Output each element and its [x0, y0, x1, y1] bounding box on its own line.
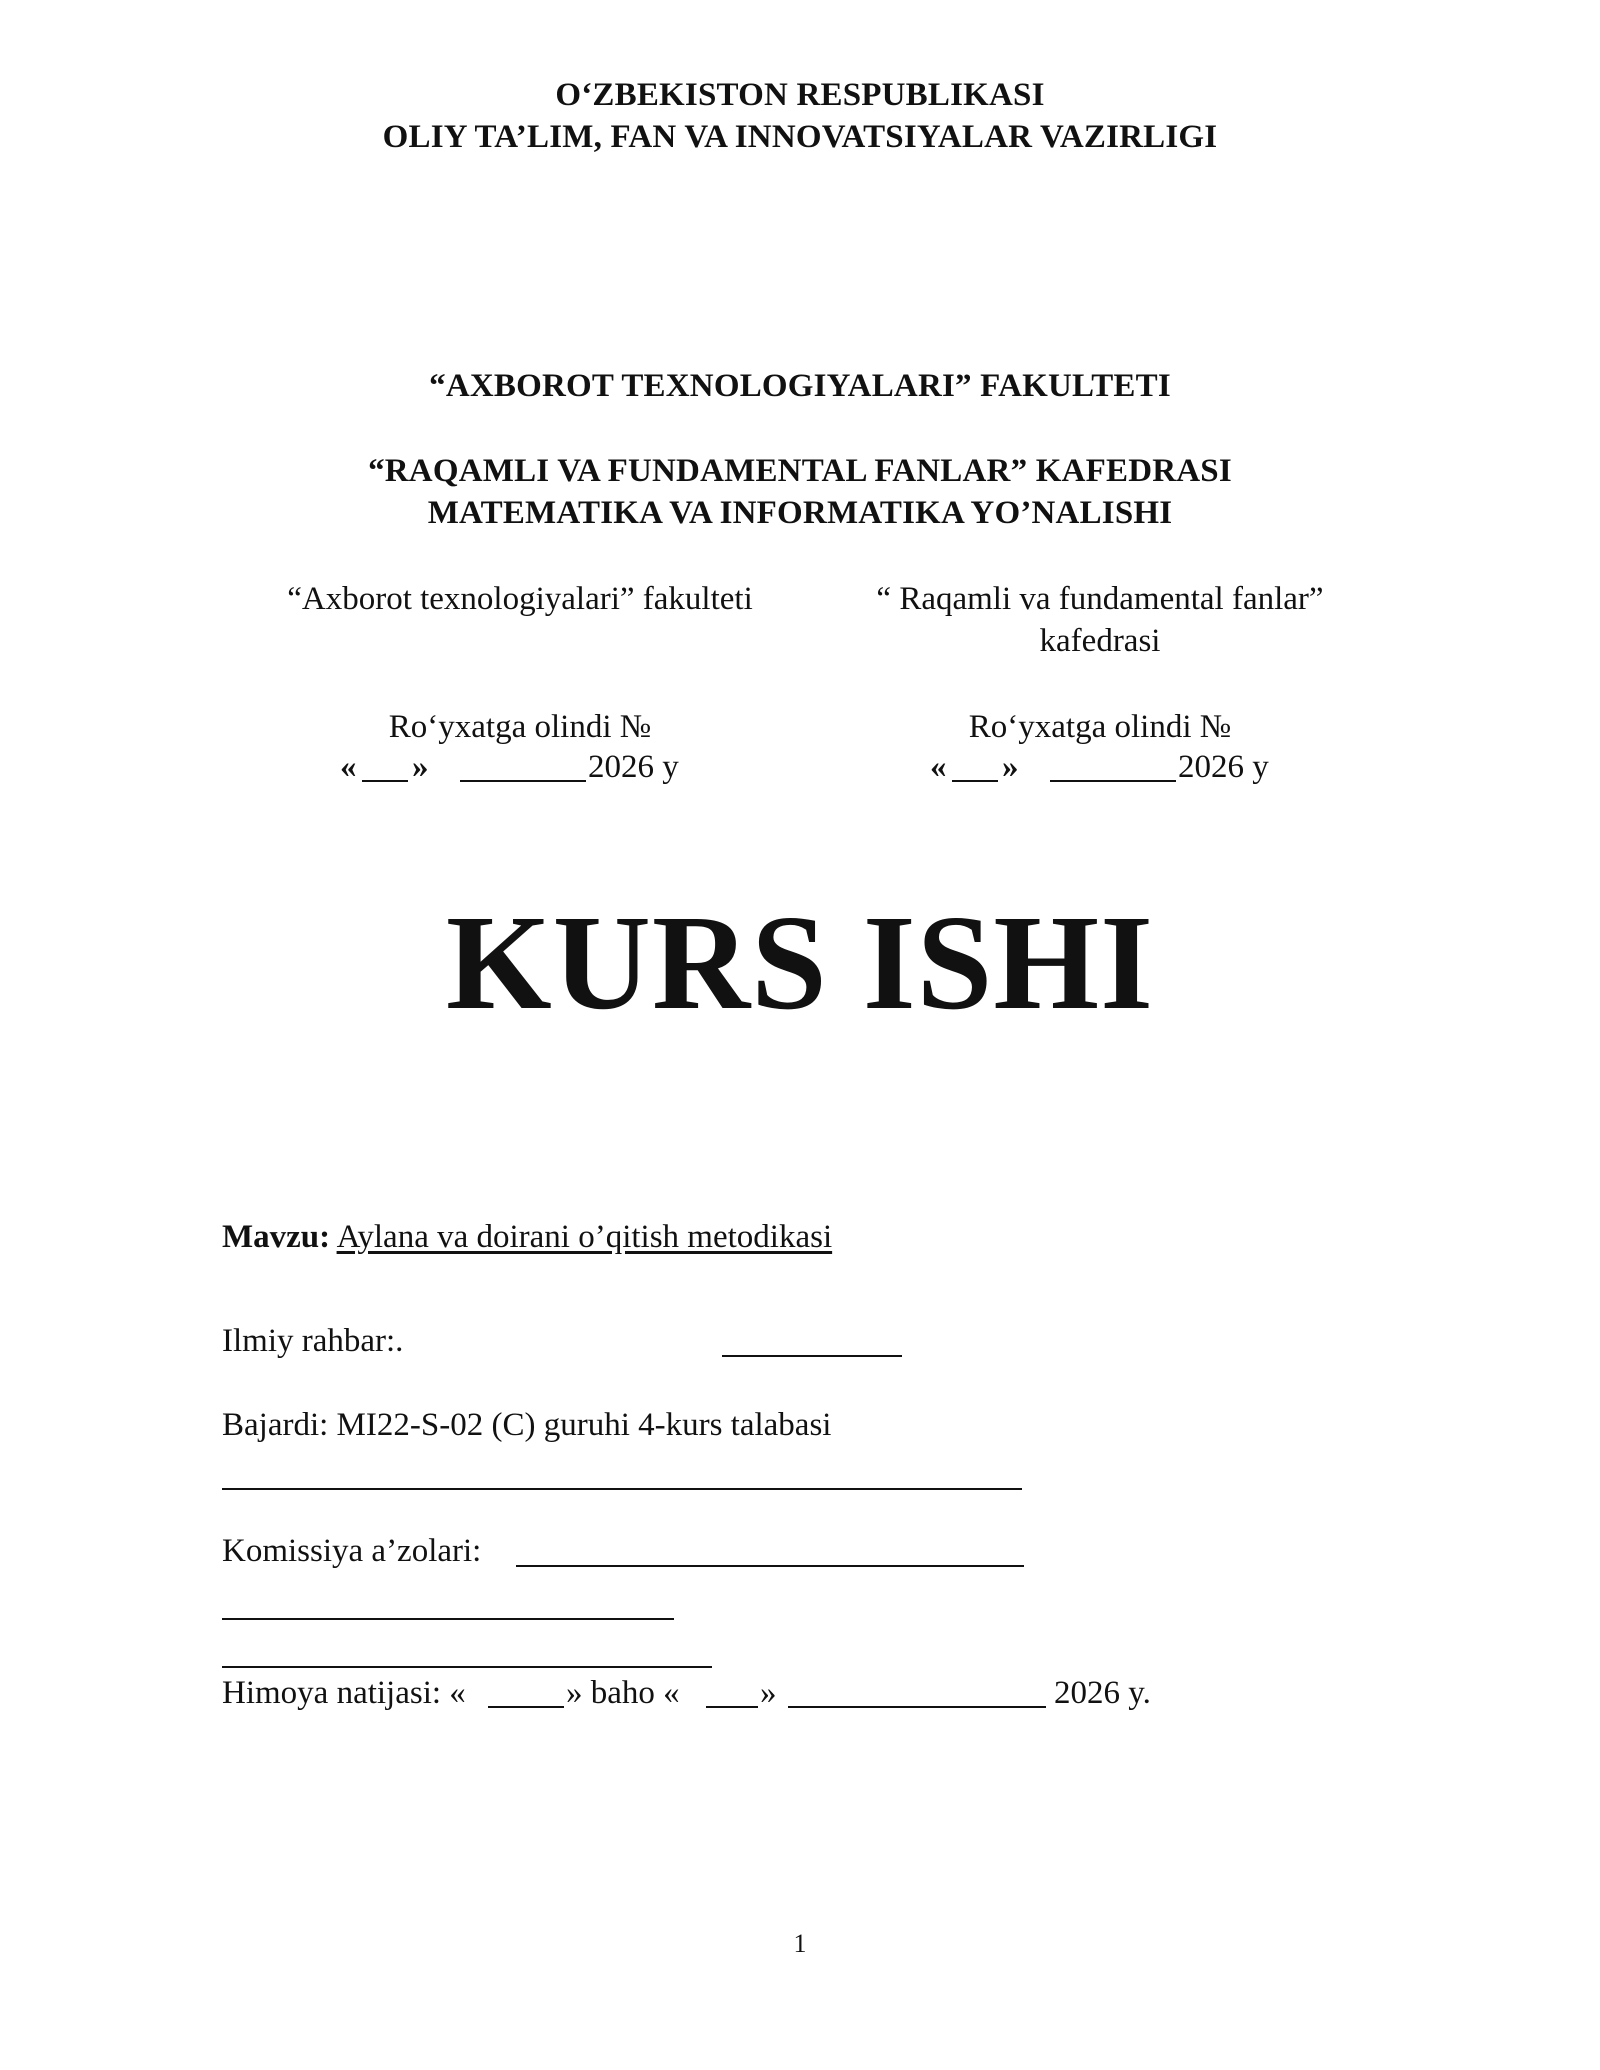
performer-name-blank — [222, 1488, 1022, 1490]
right-col-name-line-1: “ Raqamli va fundamental fanlar” — [876, 581, 1324, 617]
direction-title: MATEMATIKA VA INFORMATIKA YO’NALISHI — [427, 495, 1173, 531]
page-number: 1 — [793, 1929, 807, 1958]
right-month-blank — [1050, 780, 1176, 782]
left-col-reg-label: Ro‘yxatga olindi № — [388, 709, 652, 745]
right-day-blank — [952, 780, 998, 782]
defense-date-blank — [788, 1706, 1046, 1708]
department-title: “RAQAMLI VA FUNDAMENTAL FANLAR” KAFEDRASI — [368, 453, 1232, 489]
topic-value: Aylana va doirani o’qitish metodikasi — [336, 1219, 833, 1255]
commission-blank-3 — [222, 1666, 712, 1668]
left-col-date — [340, 746, 740, 788]
supervisor-label: Ilmiy rahbar:. — [222, 1323, 404, 1359]
defense-year: 2026 y. — [1054, 1675, 1151, 1711]
right-date-open: « — [930, 749, 947, 785]
header-line-2: OLIY TA’LIM, FAN VA INNOVATSIYALAR VAZIRLIGI — [382, 119, 1218, 155]
left-col-name: “Axborot texnologiyalari” fakulteti — [287, 581, 753, 617]
right-col-name — [800, 578, 1400, 662]
defense-line — [222, 1672, 1222, 1714]
left-month-blank — [460, 780, 586, 782]
defense-score-blank — [488, 1706, 564, 1708]
left-day-blank — [362, 780, 408, 782]
defense-mid: » baho « — [566, 1675, 680, 1711]
right-col-reg-label: Ro‘yxatga olindi № — [968, 709, 1232, 745]
ministry-header — [0, 74, 1600, 158]
commission-blank-2 — [222, 1618, 674, 1620]
commission-blank-1 — [516, 1565, 1024, 1567]
right-year: 2026 y — [1178, 749, 1269, 785]
header-line-1: O‘ZBEKISTON RESPUBLIKASI — [555, 77, 1045, 113]
right-col-name-line-2: kafedrasi — [1039, 623, 1161, 659]
topic-line — [222, 1216, 832, 1258]
main-title: KURS ISHI — [445, 888, 1155, 1038]
faculty-title: “AXBOROT TEXNOLOGIYALARI” FAKULTETI — [429, 368, 1171, 404]
topic-label: Mavzu: — [222, 1219, 331, 1255]
defense-grade-blank — [706, 1706, 758, 1708]
right-col-date — [930, 746, 1330, 788]
supervisor-signature-blank — [722, 1355, 902, 1357]
defense-mid-2: » — [760, 1675, 777, 1711]
defense-label: Himoya natijasi: « — [222, 1675, 466, 1711]
performer-label: Bajardi: MI22-S-02 (C) guruhi 4-kurs talabasi — [222, 1407, 832, 1443]
right-date-close: » — [1002, 749, 1019, 785]
left-date-open: « — [340, 749, 357, 785]
left-year: 2026 y — [588, 749, 679, 785]
commission-label: Komissiya a’zolari: — [222, 1533, 482, 1569]
department-block — [0, 450, 1600, 534]
left-date-close: » — [412, 749, 429, 785]
